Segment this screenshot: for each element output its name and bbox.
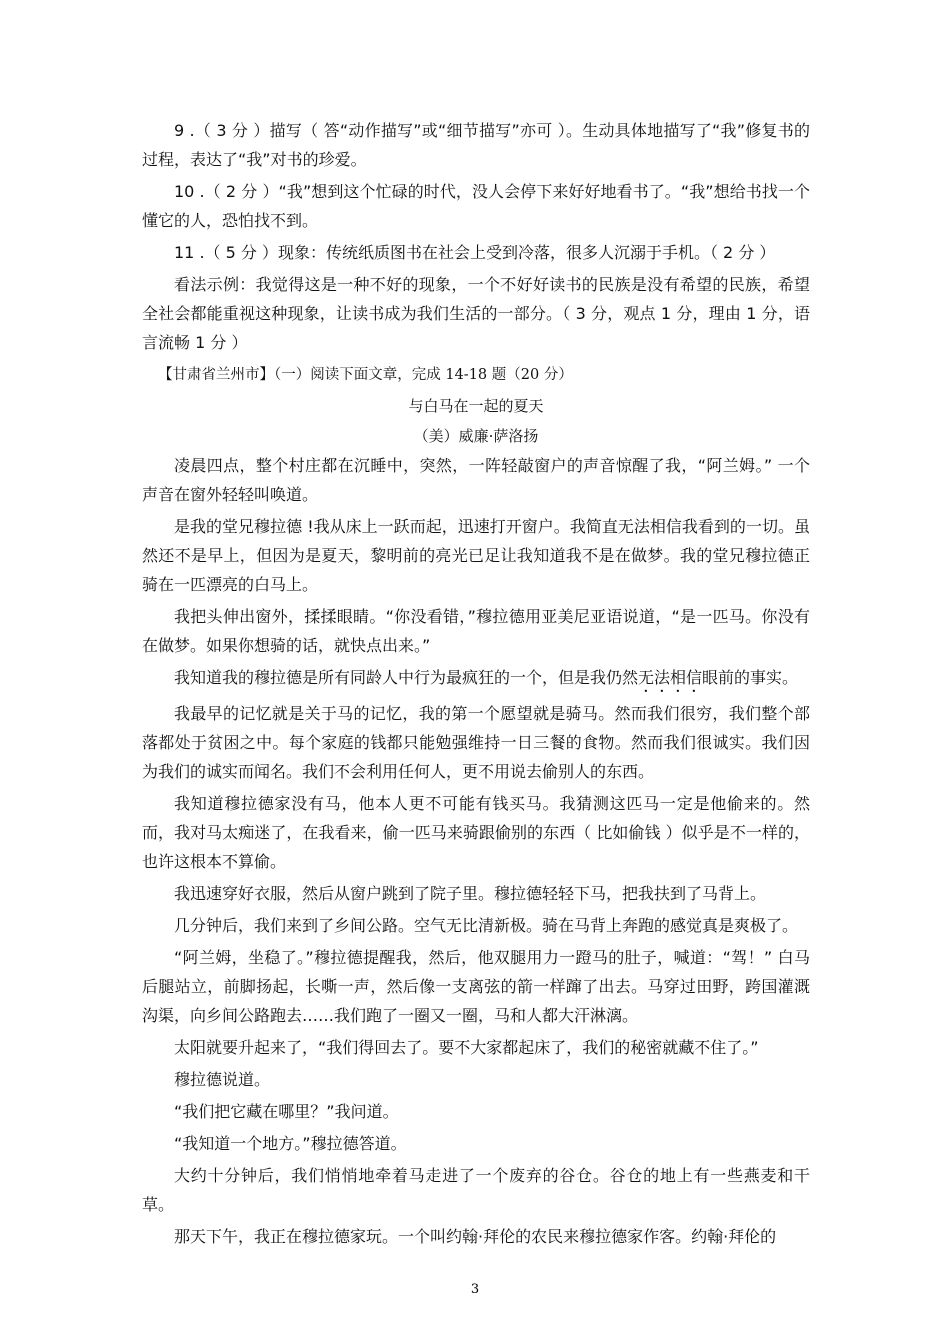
story-paragraph: 我把头伸出窗外，揉揉眼睛。“你没看错，”穆拉德用亚美尼亚语说道，“是一匹马。你没有在做梦。如果你想骑的话，就快点出来。” xyxy=(142,607,810,655)
text-segment: 眼前的事实。 xyxy=(702,668,799,687)
story-paragraph: 我迅速穿好衣服，然后从窗户跳到了院子里。穆拉德轻轻下马，把我扶到了马背上。 xyxy=(174,884,767,903)
answer-11: 11 .（ 5 分 ）现象：传统纸质图书在社会上受到冷落，很多人沉溺于手机。（ 2 分 ） xyxy=(174,243,776,262)
answer-11-opinion: 看法示例：我觉得这是一种不好的现象，一个不好好读书的民族是没有希望的民族，希望全社会都能重视这种现象，让读书成为我们生活的一部分。（ 3 分，观点 1 分，理由 1 分，语言流畅 1 分 ） xyxy=(142,275,810,352)
emphasized-text: 无法相信 xyxy=(638,668,703,687)
story-paragraph: 凌晨四点，整个村庄都在沉睡中，突然，一阵轻敲窗户的声音惊醒了我，“阿兰姆。” 一个声音在窗外轻轻叫唤道。 xyxy=(142,456,810,504)
story-paragraph: 我知道穆拉德家没有马，他本人更不可能有钱买马。我猜测这匹马一定是他偷来的。然而，我对马太痴迷了，在我看来，偷一匹马来骑跟偷别的东西（ 比如偷钱 ）似乎是不一样的，也许这根本不算偷。 xyxy=(142,794,810,871)
story-paragraph: “我们把它藏在哪里？”我问道。 xyxy=(174,1102,399,1121)
story-paragraph: 我最早的记忆就是关于马的记忆，我的第一个愿望就是骑马。然而我们很穷，我们整个部落都处于贫困之中。每个家庭的钱都只能勉强维持一日三餐的食物。然而我们很诚实。我们因为我们的诚实而闻名。我们不会利用任何人，更不用说去偷别人的东西。 xyxy=(142,704,810,781)
story-paragraph: 几分钟后，我们来到了乡间公路。空气无比清新极。骑在马背上奔跑的感觉真是爽极了。 xyxy=(174,916,799,935)
story-paragraph: “我知道一个地方。”穆拉德答道。 xyxy=(174,1134,407,1153)
story-paragraph: 太阳就要升起来了，“我们得回去了。要不大家都起床了，我们的秘密就藏不住了。” xyxy=(174,1038,759,1057)
story-paragraph-emphasis xyxy=(142,663,810,696)
section-source: 【甘肃省兰州市】（一）阅读下面文章，完成 14-18 题（20 分） xyxy=(158,367,573,383)
article-title: 与白马在一起的夏天 xyxy=(408,397,544,415)
article-author: （美）威廉·萨洛扬 xyxy=(413,427,539,445)
story-paragraph: 是我的堂兄穆拉德 !我从床上一跃而起，迅速打开窗户。我简直无法相信我看到的一切。虽然还不是早上，但因为是夏天，黎明前的亮光已足让我知道我不是在做梦。我的堂兄穆拉德正骑在一匹漂亮的白马上。 xyxy=(142,517,810,594)
text-segment: 我知道我的穆拉德是所有同龄人中行为最疯狂的一个，但是我仍然 xyxy=(174,668,639,687)
story-paragraph: 大约十分钟后，我们悄悄地牵着马走进了一个废弃的谷仓。谷仓的地上有一些燕麦和干草。 xyxy=(142,1166,810,1214)
story-paragraph: 那天下午，我正在穆拉德家玩。一个叫约翰·拜伦的农民来穆拉德家作客。约翰·拜伦的 xyxy=(174,1227,777,1246)
page-number: 3 xyxy=(470,1282,480,1297)
story-paragraph: 穆拉德说道。 xyxy=(174,1070,271,1089)
answer-10: 10 .（ 2 分 ）“我”想到这个忙碌的时代，没人会停下来好好地看书了。“我”想给书找一个懂它的人，恐怕找不到。 xyxy=(142,182,810,230)
story-paragraph: “阿兰姆，坐稳了。”穆拉德提醒我，然后，他双腿用力一蹬马的肚子，喊道：“驾！” 白马后腿站立，前脚扬起，长嘶一声，然后像一支离弦的箭一样蹿了出去。马穿过田野，跨国灌溉沟渠，向乡间公路跑去……我们跑了一圈又一圈，马和人都大汗淋漓。 xyxy=(142,948,810,1025)
answer-9: 9 .（ 3 分 ）描写（ 答“动作描写”或“细节描写”亦可 ）。生动具体地描写了“我”修复书的过程，表达了“我”对书的珍爱。 xyxy=(142,121,810,169)
